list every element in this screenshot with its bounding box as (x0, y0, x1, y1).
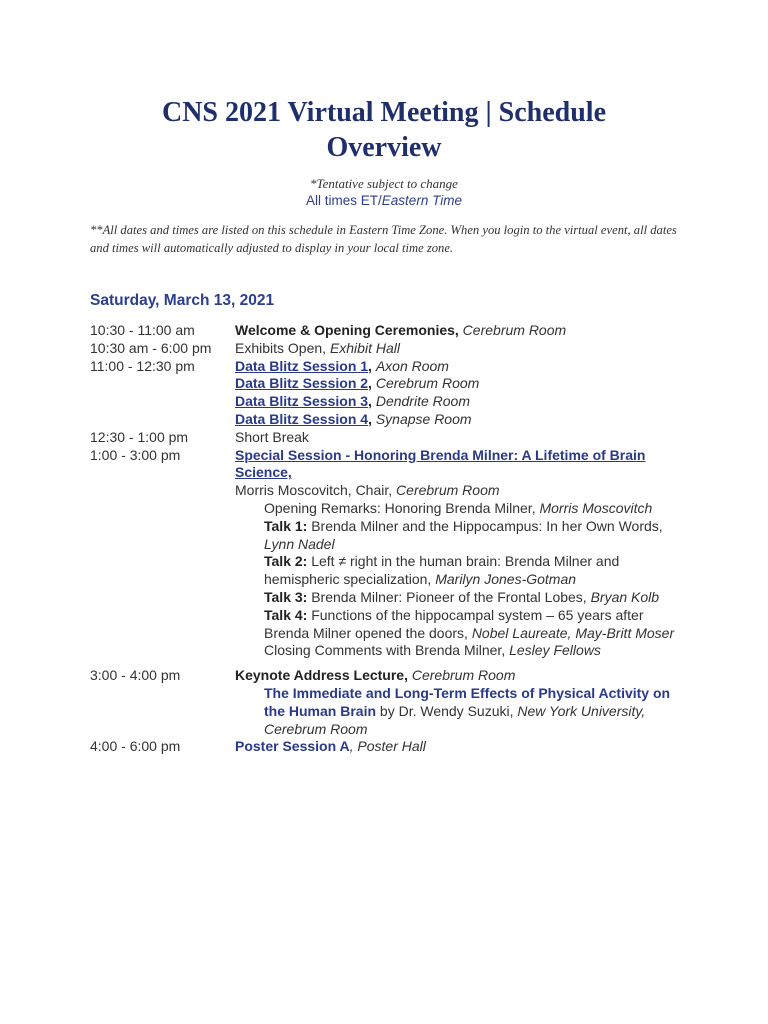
time-cell: 4:00 - 6:00 pm (90, 738, 181, 755)
talk-1 (235, 518, 690, 554)
schedule-row-data-blitz (90, 358, 690, 429)
talk-2 (235, 553, 690, 589)
special-session-link[interactable]: Special Session - Honoring Brenda Milner: A Lifetime of Brain Science, (235, 446, 646, 481)
event-title: Welcome & Opening Ceremonies, (235, 322, 459, 338)
event-cell (235, 322, 690, 340)
time-cell: 12:30 - 1:00 pm (90, 428, 189, 445)
time-cell: 3:00 - 4:00 pm (90, 667, 181, 684)
data-blitz-2-link[interactable]: Data Blitz Session 2 (235, 375, 369, 392)
talk-label: Talk 4: (264, 606, 308, 623)
keynote-lecture (235, 685, 690, 738)
event-room: Cerebrum Room (407, 667, 516, 684)
closing-comments (235, 642, 690, 660)
time-cell: 1:00 - 3:00 pm (90, 446, 181, 463)
talk-4 (235, 607, 690, 643)
comma: , (368, 410, 376, 427)
schedule-row-poster (90, 738, 690, 756)
event-title: Exhibits Open, (235, 339, 330, 356)
data-blitz-1-link[interactable]: Data Blitz Session 1 (235, 357, 369, 374)
data-blitz-2 (235, 375, 690, 393)
event-cell (235, 667, 690, 738)
data-blitz-4-link[interactable]: Data Blitz Session 4 (235, 410, 369, 427)
opening-title: Opening Remarks: Honoring Brenda Milner, (264, 499, 540, 516)
talk-label: Talk 3: (264, 588, 308, 605)
event-room: Cerebrum Room (458, 322, 567, 338)
schedule-table (90, 322, 690, 756)
session-chair (235, 482, 690, 500)
time-zone-prefix: All times ET/ (306, 193, 382, 208)
page-title-line1: CNS 2021 Virtual Meeting | Schedule (161, 97, 607, 128)
event-room: Axon Room (375, 357, 449, 374)
time-zone-disclaimer: **All dates and times are listed on this schedule in Eastern Time Zone. When you login to the virtual event, all dates and times will automatically adjusted to display in your local time zone. (90, 223, 677, 255)
talk-label: Talk 2: (264, 553, 308, 570)
talk-title: Brenda Milner and the Hippocampus: In her Own Words, (307, 517, 663, 534)
event-room: Synapse Room (375, 410, 472, 427)
time-cell: 10:30 - 11:00 am (90, 322, 195, 338)
comma: , (368, 375, 376, 392)
schedule-row-welcome (90, 322, 690, 340)
time-zone-note (80, 193, 688, 208)
schedule-row-keynote (90, 667, 690, 738)
page-title-line2: Overview (326, 132, 442, 163)
lecture-title: The Immediate and Long-Term Effects of Physical Activity on the Human Brain (264, 684, 671, 719)
opening-remarks (235, 500, 690, 518)
talk-3 (235, 589, 690, 607)
event-room: Dendrite Room (375, 393, 470, 410)
talk-speaker: Marilyn Jones-Gotman (435, 571, 577, 588)
event-cell: Short Break (235, 428, 309, 445)
talk-title: Left ≠ right in the human brain: Brenda Milner and hemispheric specialization, (264, 553, 620, 588)
comma: , (368, 357, 376, 374)
event-cell (235, 447, 690, 661)
event-title: Keynote Address Lecture, (235, 667, 408, 684)
data-blitz-3-link[interactable]: Data Blitz Session 3 (235, 393, 369, 410)
event-cell (235, 358, 690, 429)
event-room: Exhibit Hall (329, 339, 400, 356)
event-cell (235, 340, 690, 358)
talk-speaker: Lynn Nadel (264, 535, 335, 552)
event-room: Cerebrum Room (396, 482, 500, 499)
data-blitz-4 (235, 411, 690, 429)
talk-speaker: Bryan Kolb (590, 588, 660, 605)
closing-title: Closing Comments with Brenda Milner, (264, 642, 510, 659)
keynote-heading (235, 667, 690, 685)
day-heading: Saturday, March 13, 2021 (90, 292, 275, 309)
opening-speaker: Morris Moscovitch (539, 499, 653, 516)
chair-name: Morris Moscovitch, Chair, (235, 482, 397, 499)
schedule-row-special-session (90, 447, 690, 661)
event-title: Poster Session A (235, 738, 350, 755)
event-room: Cerebrum Room (375, 375, 480, 392)
time-cell: 10:30 am - 6:00 pm (90, 339, 212, 356)
event-cell (235, 738, 690, 756)
talk-title: Brenda Milner: Pioneer of the Frontal Lobes, (307, 588, 591, 605)
schedule-row-exhibits (90, 340, 690, 358)
talk-speaker: Nobel Laureate, May-Britt Moser (471, 624, 675, 641)
tentative-note: *Tentative subject to change (310, 176, 458, 191)
schedule-row-break (90, 429, 690, 447)
talk-title: Functions of the hippocampal system – 65 years after Brenda Milner opened the doors, (264, 606, 644, 641)
event-room: , Poster Hall (349, 738, 426, 755)
data-blitz-3 (235, 393, 690, 411)
time-zone-name: Eastern Time (381, 193, 462, 208)
lecture-speaker: by Dr. Wendy Suzuki, (376, 702, 518, 719)
data-blitz-1 (235, 358, 690, 376)
comma: , (368, 393, 376, 410)
page-title (80, 95, 688, 165)
lecture-affiliation: New York University, Cerebrum Room (264, 702, 646, 737)
talk-label: Talk 1: (264, 517, 308, 534)
closing-speaker: Lesley Fellows (509, 642, 601, 659)
time-cell: 11:00 - 12:30 pm (90, 357, 195, 374)
